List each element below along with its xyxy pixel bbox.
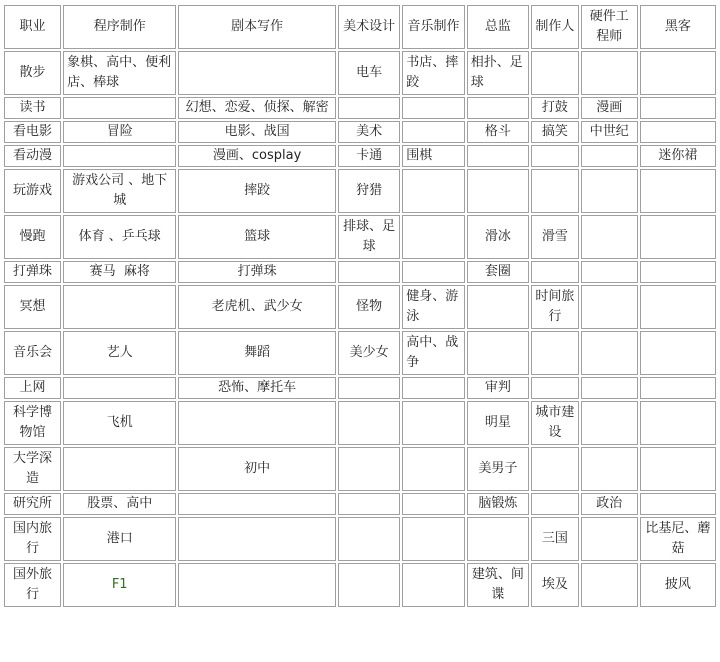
table-cell: [581, 517, 638, 561]
table-row: [4, 285, 716, 329]
table-cell: [531, 447, 579, 491]
table-cell: 象棋、高中、便利店、棒球: [63, 51, 176, 95]
table-cell: [467, 145, 529, 167]
row-label: 看电影: [4, 121, 61, 143]
table-cell: 比基尼、蘑菇: [640, 517, 716, 561]
table-cell: 股票、高中: [63, 493, 176, 515]
job-hobby-table: [2, 3, 718, 609]
table-cell: [640, 285, 716, 329]
row-label: 国内旅行: [4, 517, 61, 561]
table-cell: 艺人: [63, 331, 176, 375]
table-row: [4, 493, 716, 515]
table-cell: [640, 261, 716, 283]
table-cell: 搞笑: [531, 121, 579, 143]
table-cell: 漫画: [581, 97, 638, 119]
row-label: 科学博物馆: [4, 401, 61, 445]
table-cell: [640, 169, 716, 213]
row-label: 大学深造: [4, 447, 61, 491]
table-cell: [581, 215, 638, 259]
table-cell: 篮球: [178, 215, 336, 259]
table-cell: [531, 261, 579, 283]
table-cell: 时间旅行: [531, 285, 579, 329]
table-cell: [338, 97, 400, 119]
table-cell: 赛马 麻将: [63, 261, 176, 283]
table-cell: [338, 517, 400, 561]
table-cell: 明星: [467, 401, 529, 445]
table-cell: 建筑、间谍: [467, 563, 529, 607]
table-cell: [402, 517, 464, 561]
table-cell: [640, 97, 716, 119]
table-cell: 体育 、乒乓球: [63, 215, 176, 259]
header-cell: 硬件工程师: [581, 5, 638, 49]
table-cell: [338, 563, 400, 607]
table-cell: [531, 377, 579, 399]
row-label: 慢跑: [4, 215, 61, 259]
table-cell: 初中: [178, 447, 336, 491]
table-row: [4, 401, 716, 445]
table-cell: [63, 145, 176, 167]
table-cell: 书店、摔跤: [402, 51, 464, 95]
table-cell: [178, 51, 336, 95]
row-label: 音乐会: [4, 331, 61, 375]
table-cell: [402, 447, 464, 491]
table-cell: [178, 563, 336, 607]
table-cell: 游戏公司 、地下城: [63, 169, 176, 213]
header-cell: 音乐制作: [402, 5, 464, 49]
table-cell: [402, 215, 464, 259]
table-cell: [338, 261, 400, 283]
table-row: [4, 169, 716, 213]
table-cell: [640, 401, 716, 445]
table-cell: 电车: [338, 51, 400, 95]
header-cell: 剧本写作: [178, 5, 336, 49]
header-cell: 美术设计: [338, 5, 400, 49]
table-cell: 迷你裙: [640, 145, 716, 167]
table-cell: [178, 517, 336, 561]
table-cell: [402, 377, 464, 399]
table-cell: 脑锻炼: [467, 493, 529, 515]
table-cell: [402, 493, 464, 515]
table-cell: 披风: [640, 563, 716, 607]
table-cell: 套圈: [467, 261, 529, 283]
table-cell: 滑雪: [531, 215, 579, 259]
table-cell: [63, 447, 176, 491]
table-cell: 幻想、恋爱、侦探、解密: [178, 97, 336, 119]
table-cell: [63, 285, 176, 329]
table-cell: [581, 51, 638, 95]
table-cell: 美少女: [338, 331, 400, 375]
table-cell: 相扑、足球: [467, 51, 529, 95]
table-cell: [640, 215, 716, 259]
header-cell: 程序制作: [63, 5, 176, 49]
table-cell: 卡通: [338, 145, 400, 167]
table-row: [4, 563, 716, 607]
table-row: [4, 51, 716, 95]
table-cell: [581, 285, 638, 329]
table-cell: [338, 493, 400, 515]
table-cell: [63, 97, 176, 119]
header-cell: 黑客: [640, 5, 716, 49]
table-cell: [531, 331, 579, 375]
table-row: [4, 447, 716, 491]
table-cell: 冒险: [63, 121, 176, 143]
table-cell: [640, 493, 716, 515]
table-cell: 健身、游泳: [402, 285, 464, 329]
table-cell: 三国: [531, 517, 579, 561]
table-cell: [63, 377, 176, 399]
table-cell: [467, 97, 529, 119]
table-cell: [338, 401, 400, 445]
table-cell: 审判: [467, 377, 529, 399]
table-cell: 打弹珠: [178, 261, 336, 283]
table-cell: [338, 377, 400, 399]
table-cell: 电影、战国: [178, 121, 336, 143]
table-cell: 舞蹈: [178, 331, 336, 375]
table-cell: [467, 331, 529, 375]
table-cell: [467, 517, 529, 561]
table-cell: 怪物: [338, 285, 400, 329]
table-cell: 中世纪: [581, 121, 638, 143]
row-label: 研究所: [4, 493, 61, 515]
row-label: 上网: [4, 377, 61, 399]
table-cell: [402, 261, 464, 283]
table-cell: 飞机: [63, 401, 176, 445]
table-cell: [581, 261, 638, 283]
table-cell: [640, 377, 716, 399]
table-cell: [581, 169, 638, 213]
table-cell: [402, 169, 464, 213]
table-cell: 狩猎: [338, 169, 400, 213]
table-row: [4, 331, 716, 375]
table-cell: 港口: [63, 517, 176, 561]
table-cell: 美术: [338, 121, 400, 143]
table-cell: [531, 493, 579, 515]
row-label: 散步: [4, 51, 61, 95]
table-cell: [640, 121, 716, 143]
table-cell: [640, 331, 716, 375]
table-cell: [402, 97, 464, 119]
table-cell: 美男子: [467, 447, 529, 491]
table-cell: [338, 447, 400, 491]
table-cell: 城市建设: [531, 401, 579, 445]
table-cell: [178, 401, 336, 445]
table-cell: [402, 121, 464, 143]
table-row: [4, 97, 716, 119]
table-row: [4, 215, 716, 259]
table-cell: [467, 169, 529, 213]
table-cell: [581, 145, 638, 167]
table-row: [4, 121, 716, 143]
table-cell: 恐怖、摩托车: [178, 377, 336, 399]
table-row: [4, 517, 716, 561]
table-cell: [581, 563, 638, 607]
table-cell: [531, 169, 579, 213]
table-row: [4, 261, 716, 283]
header-row: [4, 5, 716, 49]
row-label: 冥想: [4, 285, 61, 329]
table-row: [4, 377, 716, 399]
header-cell: 总监: [467, 5, 529, 49]
row-label: 打弹珠: [4, 261, 61, 283]
table-cell: 打鼓: [531, 97, 579, 119]
table-cell: 老虎机、武少女: [178, 285, 336, 329]
table-cell: [467, 285, 529, 329]
table-cell: [640, 51, 716, 95]
row-label: 看动漫: [4, 145, 61, 167]
table-cell: 漫画、cosplay: [178, 145, 336, 167]
table-cell: [402, 401, 464, 445]
row-label: 玩游戏: [4, 169, 61, 213]
header-cell: 职业: [4, 5, 61, 49]
table-cell: 高中、战争: [402, 331, 464, 375]
table-cell: 埃及: [531, 563, 579, 607]
table-cell: [531, 51, 579, 95]
table-cell: [581, 401, 638, 445]
table-cell: [581, 377, 638, 399]
header-cell: 制作人: [531, 5, 579, 49]
table-cell: [640, 447, 716, 491]
table-cell: 摔跤: [178, 169, 336, 213]
table-cell: 格斗: [467, 121, 529, 143]
table-cell: [402, 563, 464, 607]
row-label: 读书: [4, 97, 61, 119]
table-cell: 滑冰: [467, 215, 529, 259]
table-cell: [581, 331, 638, 375]
table-row: [4, 145, 716, 167]
table-cell: 围棋: [402, 145, 464, 167]
table-cell: 排球、足球: [338, 215, 400, 259]
table-cell: [581, 447, 638, 491]
table-cell: 政治: [581, 493, 638, 515]
table-cell: F1: [63, 563, 176, 607]
table-cell: [531, 145, 579, 167]
row-label: 国外旅行: [4, 563, 61, 607]
table-cell: [178, 493, 336, 515]
